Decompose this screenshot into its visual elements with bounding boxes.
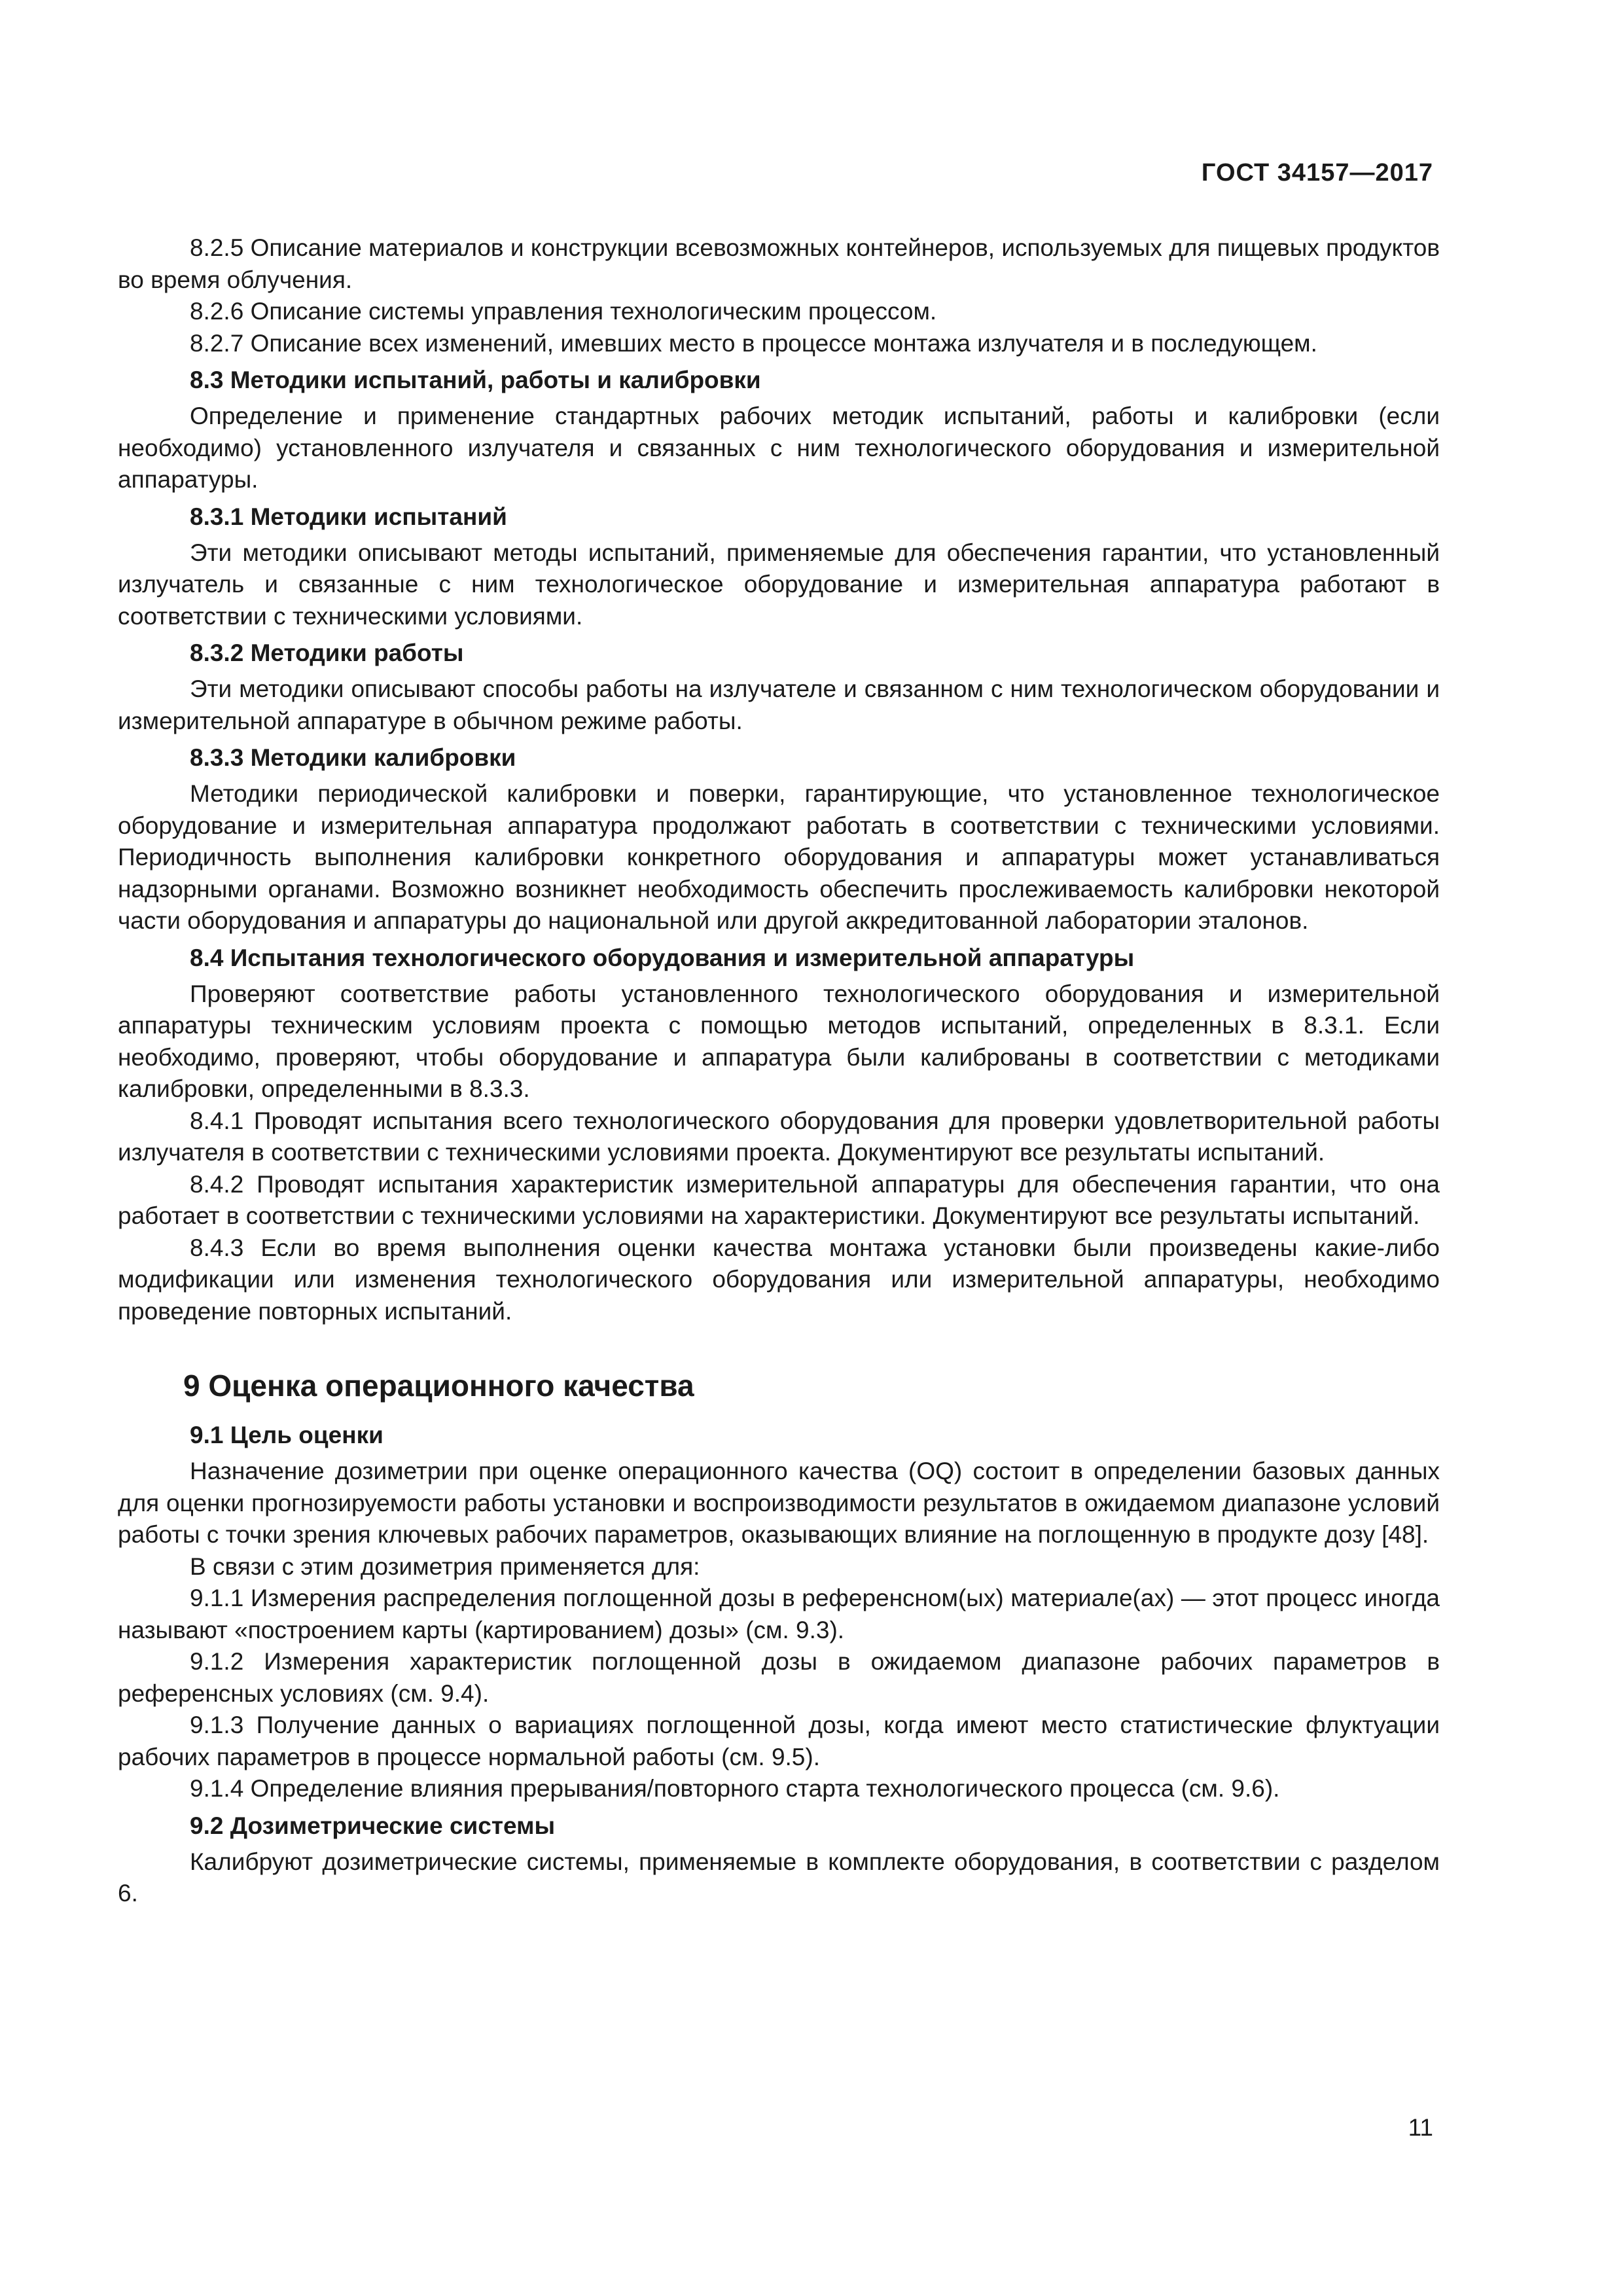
page-body <box>118 232 1440 1910</box>
heading-8-3: 8.3 Методики испытаний, работы и калибровки <box>190 367 761 393</box>
paragraph-9-1-1: 9.1.1 Измерения распределения поглощенной дозы в референсном(ых) материале(ах) — этот процесс иногда называют «построением карты (картированием) дозы» (см. 9.3). <box>118 1585 1440 1643</box>
paragraph-8-2-7: 8.2.7 Описание всех изменений, имевших место в процессе монтажа излучателя и в последующем. <box>190 329 1317 357</box>
paragraph-8-4-intro: Проверяют соответствие работы установленного технологического оборудования и измерительной аппаратуры техническим условиям проекта с помощью методов испытаний, определенных в 8.3.1. Если необходимо, проверяют, чтобы оборудование и аппаратура были калиброваны в соответствии с методиками калибровки, определенными в 8.3.3. <box>118 980 1440 1102</box>
paragraph-8-4-3: 8.4.3 Если во время выполнения оценки качества монтажа установки были произведены какие-либо модификации или изменения технологического оборудования или измерительной аппаратуры, необходимо проведение повторных испытаний. <box>118 1234 1440 1325</box>
paragraph-8-3-3: Методики периодической калибровки и поверки, гарантирующие, что установленное технологическое оборудование и измерительная аппаратура продолжают работать в соответствии с техническими условиями. Периодичность выполнения калибровки конкретного оборудования и аппаратуры может устанавливаться надзорными органами. Возможно возникнет необходимость обеспечить прослеживаемость калибровки некоторой части оборудования и аппаратуры до национальной или другой аккредитованной лаборатории эталонов. <box>118 780 1440 934</box>
page-number: 11 <box>1408 2114 1433 2141</box>
paragraph-8-2-5: 8.2.5 Описание материалов и конструкции всевозможных контейнеров, используемых для пищевых продуктов во время облучения. <box>118 234 1440 293</box>
standard-id-header: ГОСТ 34157—2017 <box>1201 159 1433 187</box>
paragraph-9-1-4: 9.1.4 Определение влияния прерывания/повторного старта технологического процесса (см. 9.6). <box>190 1775 1280 1802</box>
paragraph-9-1-2: 9.1.2 Измерения характеристик поглощенной дозы в ожидаемом диапазоне рабочих параметров в референсных условиях (см. 9.4). <box>118 1648 1440 1707</box>
heading-8-3-2: 8.3.2 Методики работы <box>190 639 464 666</box>
heading-section-9: 9 Оценка операционного качества <box>183 1369 694 1403</box>
paragraph-8-4-1: 8.4.1 Проводят испытания всего технологического оборудования для проверки удовлетворительной работы излучателя в соответствии с техническими условиями проекта. Документируют все результаты испытаний. <box>118 1107 1440 1166</box>
paragraph-8-3-intro: Определение и применение стандартных рабочих методик испытаний, работы и калибровки (если необходимо) установленного излучателя и связанных с ним технологического оборудования и измерительной аппаратуры. <box>118 403 1440 493</box>
heading-8-3-3: 8.3.3 Методики калибровки <box>190 744 516 771</box>
paragraph-9-1-intro: Назначение дозиметрии при оценке операционного качества (OQ) состоит в определении базовых данных для оценки прогнозируемости работы установки и воспроизводимости результатов в ожидаемом диапазоне условий работы с точки зрения ключевых рабочих параметров, оказывающих влияние на поглощенную в продукте дозу [48]. <box>118 1458 1440 1548</box>
paragraph-8-4-2: 8.4.2 Проводят испытания характеристик измерительной аппаратуры для обеспечения гарантии, что она работает в соответствии с техническими условиями на характеристики. Документируют все результаты испытаний. <box>118 1170 1440 1229</box>
heading-9-2: 9.2 Дозиметрические системы <box>190 1812 556 1839</box>
heading-8-3-1: 8.3.1 Методики испытаний <box>190 503 507 530</box>
paragraph-8-3-1: Эти методики описывают методы испытаний, применяемые для обеспечения гарантии, что установленный излучатель и связанные с ним технологическое оборудование и измерительная аппаратура работают в соответствии с техническими условиями. <box>118 539 1440 630</box>
heading-8-4: 8.4 Испытания технологического оборудования и измерительной аппаратуры <box>190 944 1135 971</box>
paragraph-9-2: Калибруют дозиметрические системы, применяемые в комплекте оборудования, в соответствии с разделом 6. <box>118 1848 1440 1907</box>
paragraph-8-3-2: Эти методики описывают способы работы на излучателе и связанном с ним технологическом оборудовании и измерительной аппаратуре в обычном режиме работы. <box>118 675 1440 734</box>
paragraph-9-1-list-lead: В связи с этим дозиметрия применяется для: <box>190 1552 700 1580</box>
heading-9-1: 9.1 Цель оценки <box>190 1422 383 1448</box>
paragraph-8-2-6: 8.2.6 Описание системы управления технологическим процессом. <box>190 298 937 325</box>
paragraph-9-1-3: 9.1.3 Получение данных о вариациях поглощенной дозы, когда имеют место статистические флуктуации рабочих параметров в процессе нормальной работы (см. 9.5). <box>118 1712 1440 1770</box>
